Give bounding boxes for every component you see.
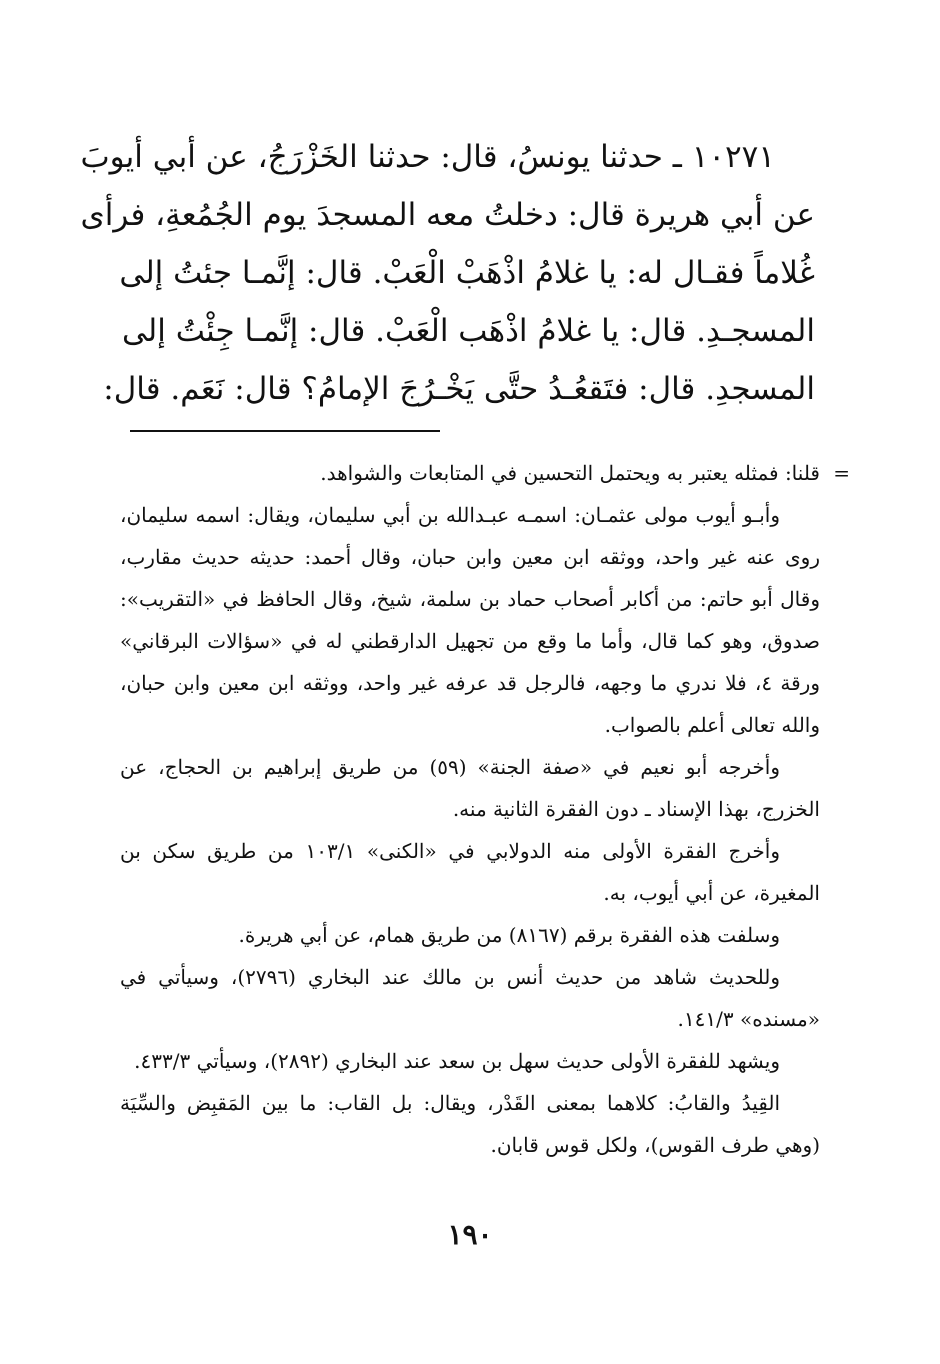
- hadith-line: غُلاماً فقـال له: يا غلامُ اذْهَبْ الْعَبْ. قال: إنَّمـا جئتُ إلى: [119, 255, 815, 291]
- footnote-divider: [130, 430, 440, 432]
- footnote-paragraph: القِيدُ والقابُ: كلاهما بمعنى القَدْر، ويقال: بل القاب: ما بين المَقبِض والسِّيَة (وهي طرف القوس)، ولكل قوس قابان.: [120, 1091, 820, 1157]
- hadith-line: عن أبي هريرة قال: دخلتُ معه المسجدَ يوم الجُمُعةِ، فرأى: [80, 197, 815, 233]
- footnote-paragraph: وأخرجه أبو نعيم في «صفة الجنة» (٥٩) من طريق إبراهيم بن الحجاج، عن الخزرج، بهذا الإسناد ـ دون الفقرة الثانية منه.: [120, 755, 820, 821]
- footnote-paragraph: وأخرج الفقرة الأولى منه الدولابي في «الكنى» ١٠٣/١ من طريق سكن بن المغيرة، عن أبي أيوب، به.: [120, 839, 820, 905]
- footnotes: [120, 452, 850, 1166]
- page-number: ١٩٠: [447, 1218, 493, 1251]
- footnote-paragraph: ويشهد للفقرة الأولى حديث سهل بن سعد عند البخاري (٢٨٩٢)، وسيأتي ٤٣٣/٣.: [134, 1049, 780, 1073]
- hadith-line: ١٠٢٧١ ـ حدثنا يونسُ، قال: حدثنا الخَزْرَجُ، عن أبي أيوبَ: [80, 139, 775, 175]
- continuation-mark: =: [833, 461, 850, 485]
- hadith-text: [80, 128, 815, 418]
- footnote-paragraph: وسلفت هذه الفقرة برقم (٨١٦٧) من طريق همام، عن أبي هريرة.: [238, 923, 780, 947]
- hadith-line: المسجدِ. قال: فتَقعُـدُ حتَّى يَخْـرُجَ الإمامُ؟ قال: نَعَم. قال:: [103, 371, 815, 407]
- hadith-line: المسجـدِ. قال: يا غلامُ اذْهَب الْعَبْ. قال: إنَّمـا جِئْتُ إلى: [121, 313, 815, 349]
- footnote-paragraph: وأبـو أيوب مولى عثمـان: اسمـه عبـدالله بن أبي سليمان، ويقال: اسمه سليمان، روى عنه غير واحد، ووثقه ابن معين وابن حبان، وقال أحمد: حديثه حديث مقارب، وقال أبو حاتم: من أكابر أصحاب حماد بن سلمة، شيخ، وقال الحافظ في «التقريب»: صدوق، وهو كما قال، وأما ما وقع من تجهيل الدارقطني له في «سؤالات البرقاني» ورقة ٤، فلا ندري ما وجهه، فالرجل قد عرفه غير واحد، ووثقه ابن معين وابن حبان، والله تعالى أعلم بالصواب.: [120, 503, 820, 737]
- footnote-paragraph: وللحديث شاهد من حديث أنس بن مالك عند البخاري (٢٧٩٦)، وسيأتي في «مسنده» ١٤١/٣.: [120, 965, 820, 1031]
- footnote-paragraph: قلنا: فمثله يعتبر به ويحتمل التحسين في المتابعات والشواهد.: [320, 461, 820, 485]
